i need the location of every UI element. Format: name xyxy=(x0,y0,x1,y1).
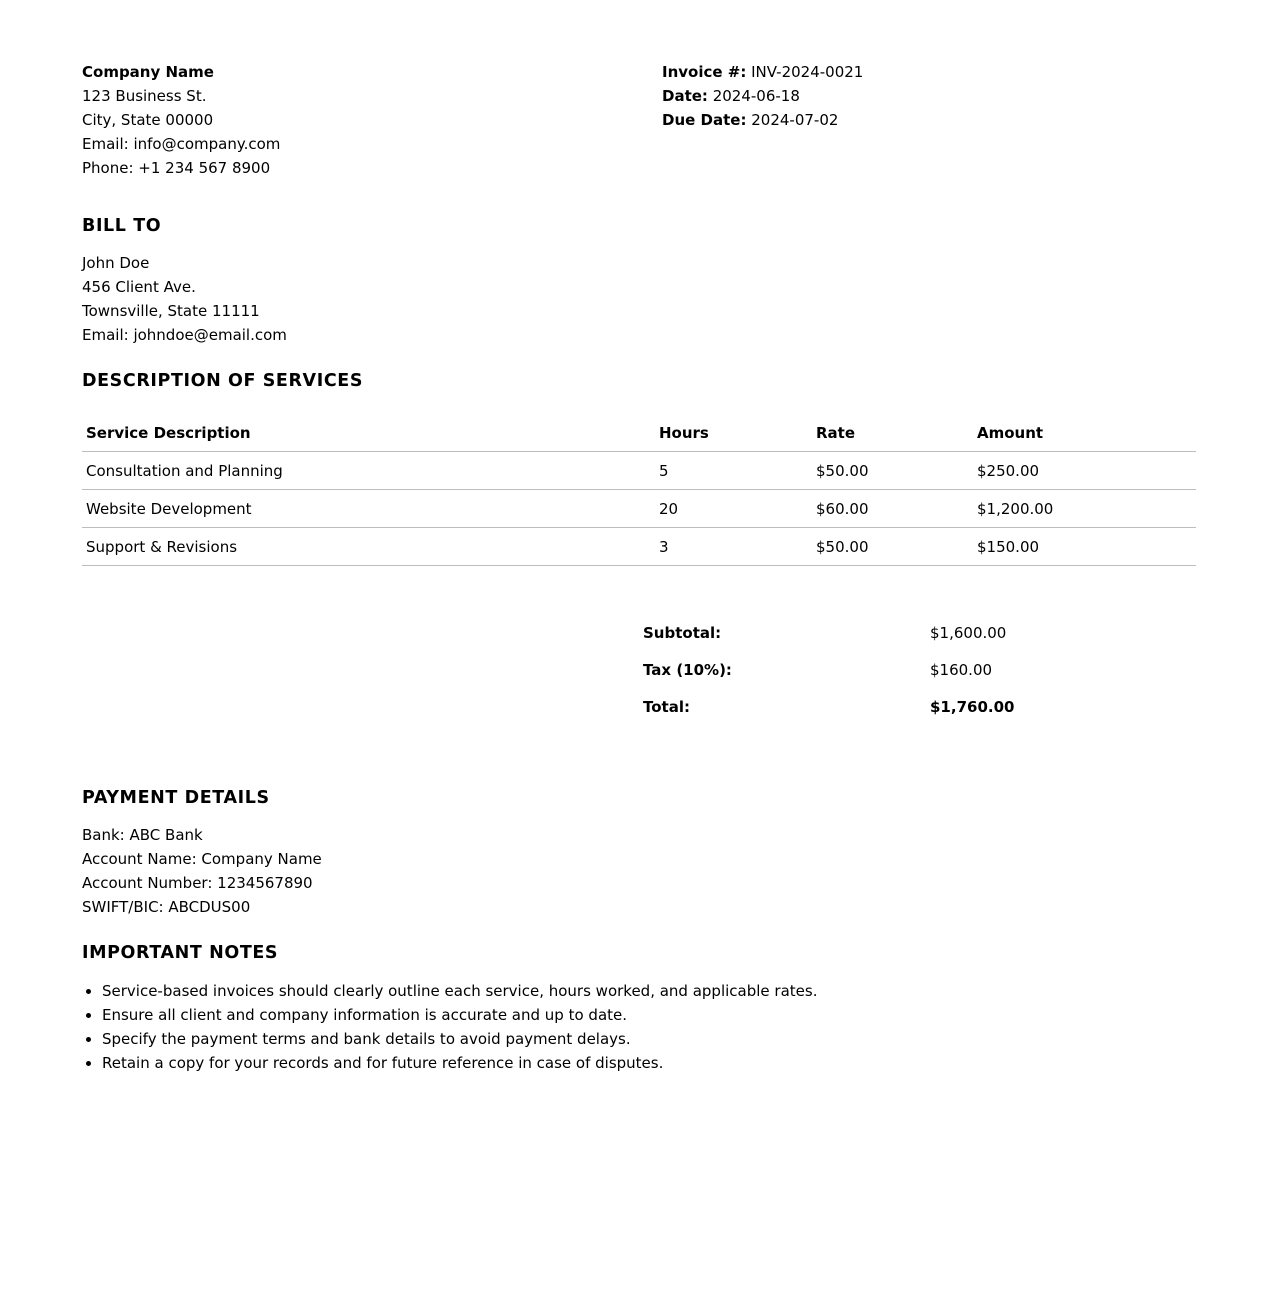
company-info xyxy=(82,60,280,180)
invoice-number-label: Invoice #: xyxy=(662,63,747,81)
service-rate: $60.00 xyxy=(812,490,973,528)
table-row xyxy=(82,490,1196,528)
service-rate: $50.00 xyxy=(812,452,973,490)
grand-total-label: Total: xyxy=(643,698,690,716)
subtotal-label: Subtotal: xyxy=(643,624,722,642)
invoice-date-label: Date: xyxy=(662,87,708,105)
invoice-due-date-value: 2024-07-02 xyxy=(751,111,839,129)
tax-label: Tax (10%): xyxy=(643,661,732,679)
payment-details-heading: PAYMENT DETAILS xyxy=(82,788,270,808)
service-amount: $250.00 xyxy=(973,452,1196,490)
invoice-meta xyxy=(662,60,863,132)
invoice-due-date xyxy=(662,108,863,132)
tax-value: $160.00 xyxy=(930,661,993,679)
bill-to-info xyxy=(82,251,1196,347)
list-item: • Specify the payment terms and bank details to avoid payment delays. xyxy=(102,1027,1196,1051)
bank-name: Bank: ABC Bank xyxy=(82,826,203,844)
table-row xyxy=(82,452,1196,490)
company-address-line2: City, State 00000 xyxy=(82,111,214,129)
invoice-header xyxy=(82,60,1196,192)
invoice-page xyxy=(82,60,1196,1075)
tax-row xyxy=(643,652,1023,689)
service-hours: 20 xyxy=(655,490,812,528)
service-rate: $50.00 xyxy=(812,528,973,566)
invoice-number xyxy=(662,60,863,84)
list-item: • Retain a copy for your records and for future reference in case of disputes. xyxy=(102,1051,1196,1075)
service-description: Support & Revisions xyxy=(82,528,655,566)
grand-total-value: $1,760.00 xyxy=(930,698,1015,716)
table-row xyxy=(82,528,1196,566)
table-header-row xyxy=(82,414,1196,452)
list-item: • Service-based invoices should clearly outline each service, hours worked, and applicable rates. xyxy=(102,979,1196,1003)
grand-total-row xyxy=(643,689,1023,726)
account-number: Account Number: 1234567890 xyxy=(82,874,313,892)
service-hours: 5 xyxy=(655,452,812,490)
invoice-date-value: 2024-06-18 xyxy=(712,87,800,105)
service-description: Website Development xyxy=(82,490,655,528)
service-description: Consultation and Planning xyxy=(82,452,655,490)
subtotal-row xyxy=(643,615,1023,652)
company-address-line1: 123 Business St. xyxy=(82,87,207,105)
services-heading: DESCRIPTION OF SERVICES xyxy=(82,371,364,391)
subtotal-value: $1,600.00 xyxy=(930,624,1007,642)
company-name: Company Name xyxy=(82,63,214,81)
list-item: • Ensure all client and company information is accurate and up to date. xyxy=(102,1003,1196,1027)
column-header-description: Service Description xyxy=(82,414,655,452)
column-header-hours: Hours xyxy=(655,414,812,452)
totals-block xyxy=(643,615,1023,726)
invoice-due-date-label: Due Date: xyxy=(662,111,747,129)
company-phone: Phone: +1 234 567 8900 xyxy=(82,159,271,177)
service-hours: 3 xyxy=(655,528,812,566)
company-email: Email: info@company.com xyxy=(82,135,281,153)
account-name: Account Name: Company Name xyxy=(82,850,322,868)
notes-list xyxy=(82,979,1196,1075)
swift-code: SWIFT/BIC: ABCDUS00 xyxy=(82,898,251,916)
column-header-rate: Rate xyxy=(812,414,973,452)
column-header-amount: Amount xyxy=(973,414,1196,452)
bill-to-heading: BILL TO xyxy=(82,216,162,236)
service-amount: $150.00 xyxy=(973,528,1196,566)
services-table xyxy=(82,414,1196,566)
important-notes-heading: IMPORTANT NOTES xyxy=(82,943,279,963)
client-address-line1: 456 Client Ave. xyxy=(82,278,196,296)
invoice-number-value: INV-2024-0021 xyxy=(751,63,864,81)
client-email: Email: johndoe@email.com xyxy=(82,326,287,344)
invoice-date xyxy=(662,84,863,108)
service-amount: $1,200.00 xyxy=(973,490,1196,528)
payment-details xyxy=(82,823,1196,919)
client-name: John Doe xyxy=(82,254,150,272)
client-address-line2: Townsville, State 11111 xyxy=(82,302,260,320)
